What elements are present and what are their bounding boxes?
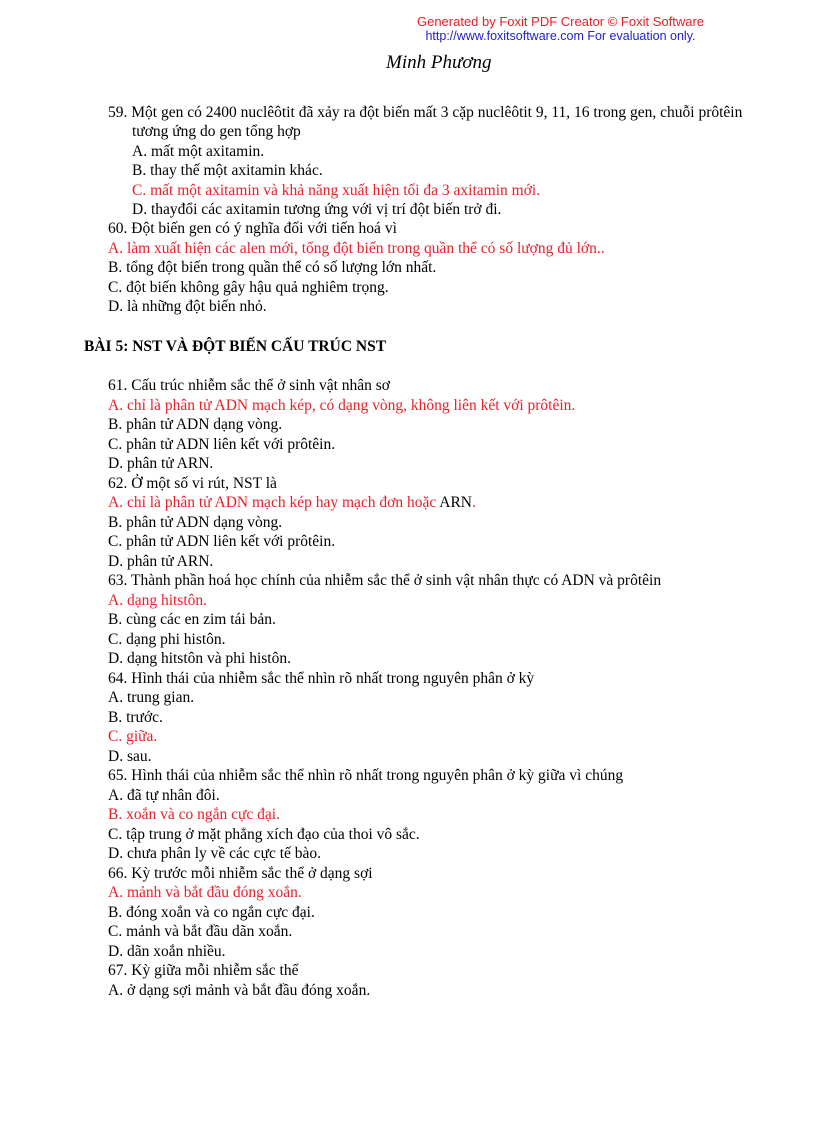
q59-stem-line2: tương ứng do gen tổng hợp [132, 123, 301, 140]
section-title: BÀI 5: NST VÀ ĐỘT BIẾN CẤU TRÚC NST [84, 338, 387, 355]
q60-option-c: C. đột biến không gây hậu quả nghiêm trọng. [108, 279, 389, 296]
q63-option-b: B. cùng các en zim tái bản. [108, 611, 276, 628]
q66-option-d: D. dãn xoắn nhiều. [108, 943, 226, 960]
watermark-line-2: http://www.foxitsoftware.com For evaluation only. [425, 29, 696, 43]
q60-option-b: B. tổng đột biến trong quần thể có số lượng lớn nhất. [108, 259, 437, 276]
q63-option-c: C. dạng phi histôn. [108, 631, 226, 648]
q63-option-d: D. dạng hitstôn và phi histôn. [108, 650, 291, 667]
q64-option-b: B. trước. [108, 709, 163, 726]
q64-stem: 64. Hình thái của nhiễm sắc thể nhìn rõ nhất trong nguyên phân ở kỳ [108, 670, 535, 687]
q59-option-b: B. thay thế một axitamin khác. [132, 162, 323, 179]
watermark-line-1: Generated by Foxit PDF Creator © Foxit Software [416, 14, 704, 29]
q67-option-a: A. ở dạng sợi mảnh và bắt đầu đóng xoắn. [108, 982, 371, 999]
foxit-watermark [417, 14, 704, 44]
q67-stem: 67. Kỳ giữa mỗi nhiễm sắc thể [108, 962, 299, 979]
q62-stem: 62. Ở một số vi rút, NST là [108, 475, 277, 492]
q60-option-d: D. là những đột biến nhỏ. [108, 298, 267, 315]
q62-option-a-red-text: A. chỉ là phân tử ADN mạch kép hay mạch đơn hoặc [108, 494, 440, 511]
q66-option-a-answer: A. mảnh và bắt đầu đóng xoắn. [108, 884, 302, 901]
q61-option-c: C. phân tử ADN liên kết với prôtêin. [108, 436, 336, 453]
q64-option-d: D. sau. [108, 748, 152, 765]
q64-option-c-answer: C. giữa. [108, 728, 158, 745]
q61-option-b: B. phân tử ADN dạng vòng. [108, 416, 283, 433]
q62-option-a-end: . [471, 494, 476, 511]
q65-option-a: A. đã tự nhân đôi. [108, 787, 220, 804]
q59-stem-line1: 59. Một gen có 2400 nuclêôtit đã xảy ra đột biến mất 3 cặp nuclêôtit 9, 11, 16 trong gen, chuỗi prôtêin [108, 104, 743, 121]
author-name: Minh Phương [386, 52, 492, 73]
q60-stem: 60. Đột biến gen có ý nghĩa đối với tiến hoá vì [108, 220, 397, 237]
q66-stem: 66. Kỳ trước mỗi nhiễm sắc thể ở dạng sợi [108, 865, 373, 882]
q62-option-c: C. phân tử ADN liên kết với prôtêin. [108, 533, 336, 550]
q66-option-b: B. đóng xoắn và co ngắn cực đại. [108, 904, 315, 921]
q63-option-a-answer: A. dạng hitstôn. [108, 592, 208, 609]
q60-option-a-answer: A. làm xuất hiện các alen mới, tổng đột biến trong quần thể có số lượng đủ lớn.. [108, 240, 605, 257]
q61-option-d: D. phân tử ARN. [108, 455, 214, 472]
q64-option-a: A. trung gian. [108, 689, 195, 706]
q62-option-a-answer [108, 493, 476, 512]
q61-option-a-answer: A. chỉ là phân tử ADN mạch kép, có dạng vòng, không liên kết với prôtêin. [108, 397, 576, 414]
q66-option-c: C. mảnh và bắt đầu dãn xoắn. [108, 923, 293, 940]
q59-option-a: A. mất một axitamin. [132, 143, 265, 160]
q63-stem: 63. Thành phần hoá học chính của nhiễm sắc thể ở sinh vật nhân thực có ADN và prôtêin [108, 572, 662, 589]
q62-option-d: D. phân tử ARN. [108, 553, 214, 570]
q65-option-b-answer: B. xoắn và co ngắn cực đại. [108, 806, 280, 823]
q65-stem: 65. Hình thái của nhiễm sắc thể nhìn rõ nhất trong nguyên phân ở kỳ giữa vì chúng [108, 767, 624, 784]
q59-option-d: D. thayđổi các axitamin tương ứng với vị trí đột biến trở đi. [132, 201, 502, 218]
q62-option-a-black-text: ARN [439, 494, 472, 511]
q61-stem: 61. Cấu trúc nhiễm sắc thể ở sinh vật nhân sơ [108, 377, 390, 394]
q59-option-c-answer: C. mất một axitamin và khả năng xuất hiện tối đa 3 axitamin mới. [132, 182, 541, 199]
q62-option-b: B. phân tử ADN dạng vòng. [108, 514, 283, 531]
q65-option-d: D. chưa phân ly về các cực tế bào. [108, 845, 322, 862]
q65-option-c: C. tập trung ở mặt phẳng xích đạo của thoi vô sắc. [108, 826, 420, 843]
